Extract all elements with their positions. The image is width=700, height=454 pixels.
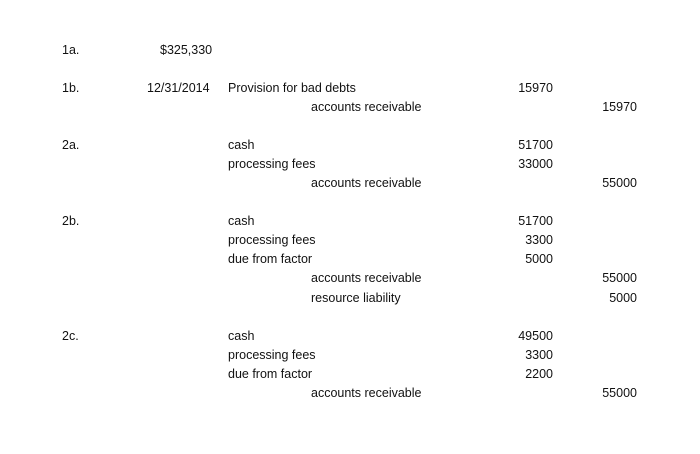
- debit-account: cash: [228, 214, 255, 228]
- debit-account: processing fees: [228, 157, 316, 171]
- credit-amount: 55000: [602, 386, 637, 400]
- debit-amount: 3300: [525, 233, 553, 247]
- credit-account: resource liability: [311, 291, 401, 305]
- credit-account: accounts receivable: [311, 100, 422, 114]
- entry-label: 1b.: [62, 81, 80, 95]
- credit-account: accounts receivable: [311, 176, 422, 190]
- credit-account: accounts receivable: [311, 386, 422, 400]
- debit-account: Provision for bad debts: [228, 81, 356, 95]
- credit-amount: 55000: [602, 271, 637, 285]
- debit-account: cash: [228, 138, 255, 152]
- debit-account: due from factor: [228, 367, 313, 381]
- answer-amount: $325,330: [160, 43, 213, 57]
- debit-amount: 3300: [525, 348, 553, 362]
- entry-label: 2b.: [62, 214, 80, 228]
- credit-amount: 15970: [602, 100, 637, 114]
- credit-account: accounts receivable: [311, 271, 422, 285]
- entry-label: 2a.: [62, 138, 80, 152]
- debit-amount: 49500: [518, 329, 553, 343]
- debit-account: processing fees: [228, 348, 316, 362]
- debit-amount: 51700: [518, 214, 553, 228]
- debit-amount: 15970: [518, 81, 553, 95]
- debit-account: processing fees: [228, 233, 316, 247]
- entry-label: 2c.: [62, 329, 79, 343]
- debit-amount: 2200: [525, 367, 553, 381]
- debit-account: due from factor: [228, 252, 313, 266]
- entry-label: 1a.: [62, 43, 80, 57]
- debit-amount: 33000: [518, 157, 553, 171]
- debit-amount: 51700: [518, 138, 553, 152]
- debit-amount: 5000: [525, 252, 553, 266]
- debit-account: cash: [228, 329, 255, 343]
- entry-date: 12/31/2014: [147, 81, 210, 95]
- credit-amount: 5000: [609, 291, 637, 305]
- credit-amount: 55000: [602, 176, 637, 190]
